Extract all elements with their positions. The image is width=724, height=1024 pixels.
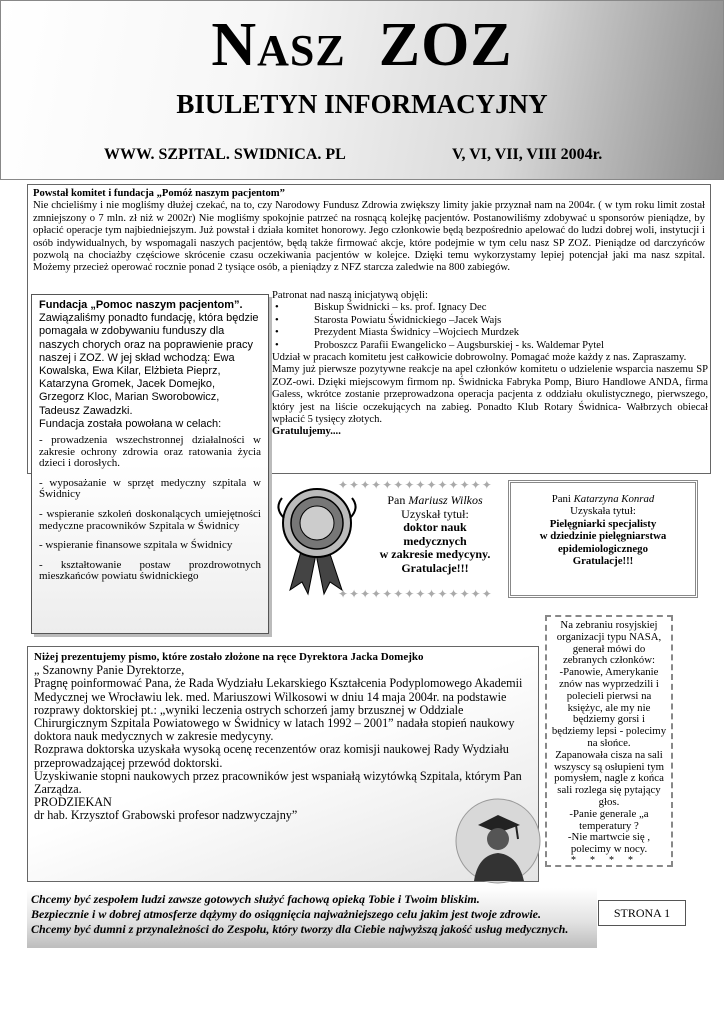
list-item: • Prezydent Miasta Świdnicy –Wojciech Murdzek [275,327,520,339]
list-item: • Proboszcz Parafii Ewangelicko – Augsburskiej - ks. Waldemar Pytel [275,339,604,351]
list-item: - prowadzenia wszechstronnej działalności w zakresie ochrony zdrowia oraz ratowania życia dzieci i dorosłych. [39,434,261,470]
graduate-icon [452,795,544,885]
star-border: ✦✦✦✦✦✦✦✦✦✦✦✦✦✦ [338,478,493,492]
letter-line: Pragnę poinformować Pana, że Rada Wydziału Lekarskiego Kształcenia Podyplomowego Akademii Medycznej we Wrocławiu lek. med. Mariuszowi Wilkosowi w dniu 14 maja 2004r. na podstawie rozprawy doktorskiej pt.: „wyniki leczenia ostrych schorzeń jamy brzusznej w Oddziale Chirurgicznym Szpitala Powiatowego w Świdnicy w latach 1992 – 2001” nadała stopień naukowy doktora nauk medycznych w zakresie medycyny. [34,676,523,744]
participation-note: Udział w pracach komitetu jest całkowicie dobrowolny. Pomagać może każdy z nas. Zapraszamy. [272,352,687,364]
list-item: • Starosta Powiatu Świdnickiego –Jacek Wajs [275,314,502,326]
list-item: - wspieranie szkoleń doskonalących umiejętności medyczne pracowników Szpitala w Świdnicy [39,508,261,532]
newsletter-title [0,10,724,86]
letter-line: Rozprawa doktorska uzyskała wysoką ocenę recenzentów oraz komisji naukowej Rady Wydziału przeprowadzającej przewód doktorski. [34,742,509,770]
joke-line: -Panowie, Amerykanie znów nas wyprzedzili i polecieli pierwsi na księżyc, ale my nie będziemy gorsi i będziemy lepsi - polecimy na słońce. [551,666,667,749]
letter-line: Uzyskiwanie stopni naukowych przez pracowników jest wspaniałą wizytówką Szpitala, którym Pan Zarządza. [34,768,522,797]
joke-line: -Panie generale „a temperatury ? [569,807,649,832]
title-rest: ASZ [257,26,346,75]
letter-line: „ Szanowny Panie Dyrektorze, [34,663,185,678]
patron-list [272,302,708,352]
website-address: WWW. SZPITAL. SWIDNICA. PL [104,146,346,163]
title-initial: N [211,11,258,79]
star-border: ✦✦✦✦✦✦✦✦✦✦✦✦✦✦ [338,587,493,601]
foundation-goals-intro: Fundacja została powołana w celach: [39,417,222,430]
award-prefix: Pan [387,493,409,507]
joke-line: -Nie martwcie się , polecimy w nocy. [567,831,651,856]
list-item: - wspieranie finansowe szpitala w Świdnicy [39,539,233,552]
award-name: Mariusz Wilkos [408,493,483,507]
article-heading: Powstał komitet i fundacja „Pomóż naszym pacjentom” [33,188,285,199]
letter-heading: Niżej prezentujemy pismo, które zostało złożone na ręce Dyrektora Jacka Domejko [34,651,424,663]
slogan-banner [27,888,597,948]
joke-line: Na zebraniu rosyjskiej organizacji typu NASA, generał mówi do zebranych członków: [556,619,662,667]
list-item: - kształtowanie postaw prozdrowotnych mieszkańców powiatu świdnickiego [39,558,261,583]
title-zoz: ZOZ [378,11,513,79]
award-line: medycznych [403,533,467,548]
award-line: Uzyskała tytuł: [570,505,636,518]
award-konrad [508,480,698,598]
list-item: • Biskup Świdnicki – ks. prof. Ignacy Dec [275,302,487,314]
foundation-heading: Fundacja „Pomoc naszym pacjentom”. [39,299,243,311]
bullet-icon: • [275,314,279,326]
award-line: Gratulacje!!! [401,560,469,575]
newsletter-subtitle: BIULETYN INFORMACYJNY [176,89,548,119]
award-line: doktor nauk [403,520,467,535]
medal-icon [272,478,362,598]
award-line: w zakresie medycyny. [379,547,491,562]
patron-section [272,290,708,439]
issue-date: V, VI, VII, VIII 2004r. [452,146,603,163]
bullet-icon: • [275,327,279,339]
bullet-icon: • [275,302,279,314]
list-item: - wyposażanie w sprzęt medyczny szpitala w Świdnicy [39,476,261,501]
slogan-line: Chcemy być dumni z przynależności do Zespołu, który tworzy dla Ciebie najwyższą jakość usług medycznych. [31,922,569,936]
award-prefix: Pani [551,493,574,505]
letter-line: dr hab. Krzysztof Grabowski profesor nadzwyczajny” [34,808,298,823]
foundation-box [31,294,269,634]
bullet-icon: • [275,339,279,351]
award-line: Uzyskał tytuł: [401,506,469,521]
award-line: Pielęgniarki specjalisty [549,517,657,530]
congrats-text: Gratulujemy.... [272,426,341,438]
patron-intro: Patronat nad naszą inicjatywą objęli: [272,290,428,301]
slogan-line: Bezpiecznie i w dobrej atmosferze dążymy do osiągnięcia najważniejszego celu jakim jest twoje zdrowie. [31,907,541,921]
joke-line: Zapanowała cisza na sali wszyscy są osłupieni tym pomysłem, nagle z końca sali rozlega się pytający głos. [553,748,665,808]
award-line: w dziedzinie pielęgniarstwa epidemiologicznego [539,530,667,555]
slogan-line: Chcemy być zespołem ludzi zawsze gotowych służyć fachową opieką Tobie i Twoim bliskim. [31,892,480,906]
article-body: Nie chcieliśmy i nie mogliśmy dłużej czekać, na to, czy Narodowy Fundusz Zdrowia zwiększy limity jakie przyznał nam na 2004r. ( w tym roku limit został zmniejszony o 7 mln. zł niż w 2002r) Nie mogliśmy spokojnie patrzeć na rosnącą kolejkę pacjentów. Postanowiliśmy zdobywać u sponsorów pieniądze, by opłacić operacje tym najbiedniejszym. Już powstał i działa komitet honorowy. Jego członkowie będą bezpośrednio apelować do ludzi dobrej woli, instytucji i osób indywidualnych, by wspomagali naszych pacjentów, będą także firmować akcje, które podejmie w tym celu nasz SP ZOZ. Pieniądze od darczyńców pozwolą na chociażby częściowe skrócenie czasu oczekiwania pacjentów w kolejce. Dzięki temu wykorzystamy lepiej potencjał jaki ma nasz szpital. Możemy przecież operować rocznie ponad 2 tysiące osób, a pieniądzy z NFZ starcza zaledwie na 800 zabiegów. [33,200,705,274]
sponsors-paragraph: Mamy już pierwsze pozytywne reakcje na apel członków komitetu o udzielenie wsparcia naszemu SP ZOZ-owi. Dzięki miejscowym firmom np. Świdnicka Fabryka Pomp, Biuro Handlowe ANDA, firma Galess, wkrótce zostanie przeprowadzona operacja pacjenta z oddziału okulistycznego, pierwszego, który jest na liście oczekujących na zabieg. Ponadto Klub Rotary Świdnica- Wałbrzych obiecał wpłacić 5 tysięcy złotych. [272,364,708,426]
star-divider: **** [571,855,647,866]
award-name: Katarzyna Konrad [573,493,655,505]
joke-box [545,615,673,867]
award-line: Gratulacje!!! [572,555,634,568]
foundation-body: Zawiązaliśmy ponadto fundację, która będzie pomagała w zdobywaniu funduszy dla naszych chorych oraz na poprawienie pracy naszej i ZOZ. W jej skład wchodzą: Ewa Kowalska, Ewa Kilar, Elżbieta Pieprz, Katarzyna Gromek, Jacek Domejko, Grzegorz Kloc, Marian Sworobowicz, Tadeusz Zawadzki. [39,312,259,417]
page-number: STRONA 1 [598,900,686,926]
letter-line: PRODZIEKAN [34,795,112,810]
award-wilkos [360,494,510,576]
